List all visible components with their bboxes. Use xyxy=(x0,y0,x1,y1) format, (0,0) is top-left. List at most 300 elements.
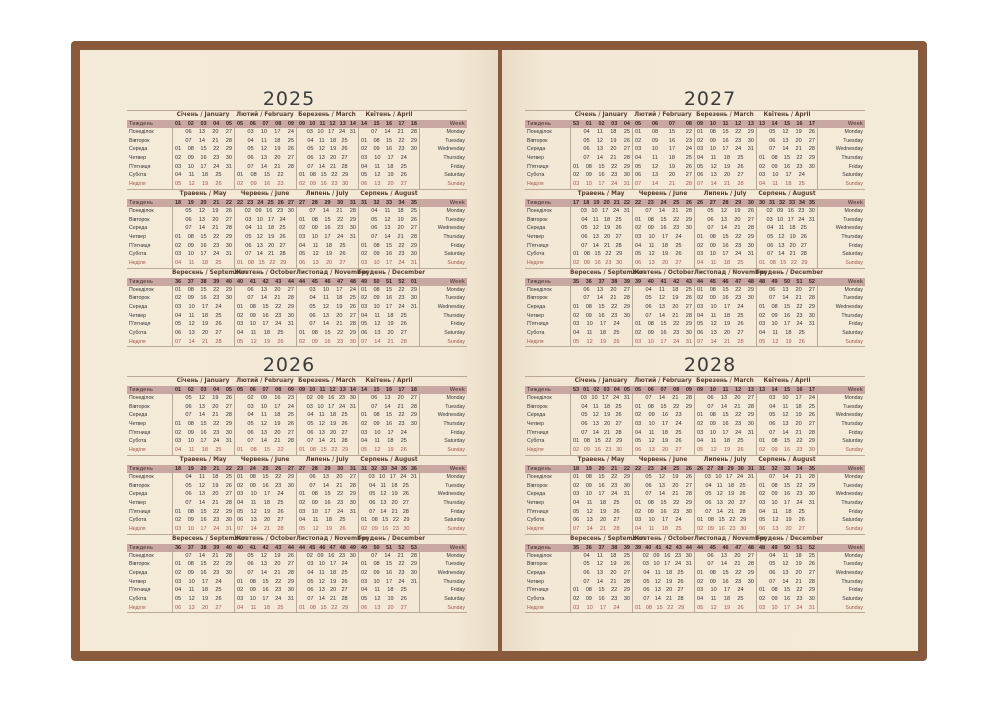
day-number xyxy=(414,338,417,347)
week-number: 19 xyxy=(187,199,194,206)
day-number xyxy=(627,250,630,259)
month-days xyxy=(570,199,632,268)
month-name: Травень / May xyxy=(179,456,227,463)
weekday-en: Tuesday xyxy=(445,295,465,302)
spacer xyxy=(818,456,865,465)
day-row xyxy=(297,128,358,137)
day-number: 01 xyxy=(175,146,182,153)
day-row xyxy=(571,259,632,268)
day-number: 28 xyxy=(623,578,630,585)
day-number xyxy=(353,154,356,163)
day-number: 09 xyxy=(249,312,256,319)
month-name: Грудень / December xyxy=(756,269,824,276)
day-number: 22 xyxy=(673,499,680,506)
day-row xyxy=(173,154,234,163)
day-row xyxy=(235,595,296,604)
day-number: 17 xyxy=(328,129,335,135)
day-row xyxy=(359,508,419,517)
day-number: 03 xyxy=(635,338,642,345)
week-number: 12 xyxy=(329,387,336,393)
day-number: 07 xyxy=(185,552,192,559)
day-number: 13 xyxy=(256,242,263,249)
day-number: 25 xyxy=(277,604,284,611)
weekday-ua: Четвер xyxy=(129,499,147,506)
day-number: 12 xyxy=(318,146,325,153)
day-number: 30 xyxy=(623,312,630,319)
day-row xyxy=(571,569,632,578)
day-number: 02 xyxy=(635,137,642,144)
day-row xyxy=(235,578,296,587)
day-number: 06 xyxy=(361,604,368,611)
day-number: 02 xyxy=(697,578,704,585)
day-number: 17 xyxy=(723,304,731,310)
day-number: 27 xyxy=(808,137,815,144)
day-number xyxy=(759,216,762,225)
day-number: 26 xyxy=(615,412,622,419)
day-number: 11 xyxy=(648,525,655,532)
day-number: 03 xyxy=(635,146,642,153)
weekday-ua: Середа xyxy=(527,304,546,310)
day-number: 19 xyxy=(723,604,731,611)
day-number: 08 xyxy=(709,570,716,576)
week-number: 01 xyxy=(585,121,592,127)
day-number: 24 xyxy=(279,216,286,223)
week-number: 47 xyxy=(735,544,742,551)
day-number: 14 xyxy=(654,596,661,603)
spacer xyxy=(525,190,570,199)
day-number: 01 xyxy=(635,321,642,328)
day-number: 28 xyxy=(615,242,622,249)
day-number: 26 xyxy=(613,338,620,345)
week-number: 29 xyxy=(324,465,331,472)
day-number: 17 xyxy=(787,216,794,223)
day-row xyxy=(173,320,234,329)
day-number: 29 xyxy=(349,330,356,337)
day-number: 31 xyxy=(287,596,294,603)
weekday-en: Wednesday xyxy=(437,570,465,576)
day-row xyxy=(571,137,632,146)
day-row xyxy=(757,154,817,163)
day-number: 31 xyxy=(747,251,754,258)
day-number: 05 xyxy=(645,295,652,302)
day-number: 22 xyxy=(611,163,618,170)
day-number xyxy=(361,207,364,216)
day-number: 30 xyxy=(747,295,754,302)
week-number: 33 xyxy=(380,465,388,472)
day-number: 31 xyxy=(808,499,815,506)
day-number: 27 xyxy=(737,330,744,337)
day-row xyxy=(571,242,632,251)
day-number: 26 xyxy=(808,561,815,568)
day-number: 31 xyxy=(808,604,815,611)
month-name: Лютий / February xyxy=(634,112,692,118)
weekday-names-en xyxy=(420,286,467,347)
day-row xyxy=(359,224,419,233)
day-row xyxy=(633,482,694,491)
day-number: 13 xyxy=(720,552,728,559)
day-number: 13 xyxy=(318,429,325,436)
day-number: 07 xyxy=(769,146,776,153)
day-row xyxy=(297,394,358,403)
day-number: 13 xyxy=(322,473,330,480)
day-number: 11 xyxy=(318,137,325,144)
day-number: 08 xyxy=(709,233,716,240)
day-number: 17 xyxy=(668,146,676,153)
weekday-ua: Вівторок xyxy=(129,482,150,489)
weekday-ua: П'ятниця xyxy=(129,429,151,436)
day-number: 30 xyxy=(349,552,356,559)
day-number xyxy=(299,482,302,491)
day-number: 08 xyxy=(583,251,590,258)
day-number: 21 xyxy=(274,163,281,170)
right-page xyxy=(502,50,918,651)
week-number: 21 xyxy=(213,199,220,206)
day-number: 01 xyxy=(697,233,704,240)
day-number: 29 xyxy=(225,233,232,240)
day-number: 30 xyxy=(616,259,623,266)
month-name: Січень / January xyxy=(176,378,230,384)
day-number: 22 xyxy=(667,604,674,611)
day-number: 18 xyxy=(599,330,606,337)
week-number: 43 xyxy=(685,278,692,285)
day-number: 20 xyxy=(604,421,611,428)
day-number: 17 xyxy=(599,604,607,611)
day-number xyxy=(353,145,356,154)
day-number: 15 xyxy=(200,561,207,568)
day-number: 03 xyxy=(361,304,368,310)
day-number: 28 xyxy=(737,338,744,345)
day-number xyxy=(361,394,364,403)
day-number: 21 xyxy=(263,525,271,532)
week-number: 39 xyxy=(213,544,220,551)
day-number: 14 xyxy=(716,508,723,515)
day-number: 18 xyxy=(795,552,802,559)
day-number: 31 xyxy=(225,163,232,170)
day-number: 12 xyxy=(710,604,717,611)
day-number xyxy=(291,446,294,455)
day-number: 04 xyxy=(769,403,776,410)
day-number: 21 xyxy=(795,578,802,585)
day-number: 28 xyxy=(215,338,222,345)
weekday-en: Friday xyxy=(848,587,863,594)
day-number xyxy=(635,312,638,321)
day-number: 07 xyxy=(769,578,776,585)
day-number: 11 xyxy=(654,570,661,576)
day-number: 28 xyxy=(410,403,417,410)
day-number xyxy=(689,446,692,455)
day-number: 03 xyxy=(704,473,711,480)
day-row xyxy=(173,338,234,347)
day-number: 01 xyxy=(175,421,182,428)
day-number: 21 xyxy=(610,155,617,162)
day-number: 24 xyxy=(674,561,682,568)
day-number: 10 xyxy=(374,429,381,436)
day-number: 16 xyxy=(660,225,667,232)
week-numbers xyxy=(297,199,358,207)
day-number: 03 xyxy=(580,207,587,214)
day-number: 19 xyxy=(795,129,802,135)
weekday-ua: Неділя xyxy=(129,525,146,532)
day-number: 28 xyxy=(410,129,417,135)
day-number: 27 xyxy=(400,181,407,188)
month-days xyxy=(632,465,694,534)
day-number xyxy=(175,482,178,491)
week-number: 01 xyxy=(175,121,182,127)
day-row xyxy=(173,303,234,312)
week-number: 31 xyxy=(349,465,356,472)
day-number xyxy=(635,490,638,499)
weekday-ua: Субота xyxy=(129,172,147,179)
day-number: 14 xyxy=(260,438,268,445)
day-row xyxy=(633,604,694,613)
week-number: 46 xyxy=(324,278,331,285)
day-number: 03 xyxy=(237,321,244,328)
month-days xyxy=(756,199,818,268)
day-number: 07 xyxy=(697,181,704,188)
month-name: Жовтень / October xyxy=(632,535,694,542)
day-number xyxy=(697,473,700,482)
day-number: 26 xyxy=(341,578,348,585)
day-number: 04 xyxy=(185,473,192,480)
day-number: 18 xyxy=(212,473,219,480)
day-number: 16 xyxy=(598,596,605,603)
day-number xyxy=(299,560,302,569)
day-number: 21 xyxy=(274,438,281,445)
day-row xyxy=(173,171,234,180)
day-row xyxy=(757,525,817,534)
day-number: 23 xyxy=(275,312,282,319)
day-row xyxy=(571,525,632,534)
day-number xyxy=(299,595,302,604)
week-number: 05 xyxy=(225,387,232,393)
day-number: 09 xyxy=(317,552,324,559)
day-row xyxy=(235,560,296,569)
day-number xyxy=(299,586,302,595)
day-number xyxy=(229,171,232,180)
day-number: 12 xyxy=(782,412,789,419)
day-number xyxy=(361,508,364,517)
day-number: 10 xyxy=(373,259,380,266)
day-number xyxy=(361,552,364,561)
day-number: 30 xyxy=(225,429,232,436)
day-number: 28 xyxy=(808,578,815,585)
day-number: 08 xyxy=(709,412,716,419)
week-numbers xyxy=(235,465,296,473)
day-number: 26 xyxy=(685,473,692,480)
day-row xyxy=(297,137,358,146)
day-row xyxy=(173,516,234,525)
day-number xyxy=(291,259,294,268)
day-number: 24 xyxy=(675,517,682,524)
day-row xyxy=(297,259,358,268)
day-number: 16 xyxy=(324,225,331,232)
day-row xyxy=(571,303,632,312)
day-number: 12 xyxy=(658,295,666,302)
day-row xyxy=(297,250,358,259)
day-number: 12 xyxy=(651,163,659,170)
day-number: 12 xyxy=(782,129,789,135)
weekday-en: Saturday xyxy=(842,438,863,445)
day-number: 14 xyxy=(318,438,325,445)
month-days xyxy=(756,465,818,534)
day-number: 21 xyxy=(330,438,337,445)
week-label-ua: Тиждень xyxy=(127,544,172,552)
day-number xyxy=(689,250,692,259)
day-number: 19 xyxy=(387,321,394,328)
day-number: 25 xyxy=(800,225,807,232)
week-number: 05 xyxy=(623,387,630,393)
day-number: 06 xyxy=(361,181,368,188)
week-label-ua: Тиждень xyxy=(525,544,570,552)
week-number: 32 xyxy=(370,465,378,472)
weekday-ua: Середа xyxy=(527,146,546,153)
week-number: 44 xyxy=(299,278,306,285)
day-row xyxy=(695,242,756,251)
day-number: 27 xyxy=(737,172,744,179)
day-row xyxy=(359,338,419,347)
day-number: 27 xyxy=(685,304,692,310)
day-row xyxy=(173,242,234,251)
weekday-ua: П'ятниця xyxy=(129,242,151,249)
day-number: 18 xyxy=(391,482,398,489)
weekday-en: Monday xyxy=(446,552,465,559)
day-number: 01 xyxy=(237,304,244,310)
day-number: 25 xyxy=(341,412,348,419)
day-row xyxy=(235,552,296,561)
day-row xyxy=(571,429,632,438)
day-number xyxy=(697,508,700,517)
day-number: 01 xyxy=(299,447,306,454)
day-row xyxy=(571,128,632,137)
day-row xyxy=(633,516,694,525)
day-number: 01 xyxy=(175,286,182,293)
day-row xyxy=(359,411,419,420)
week-number: 01 xyxy=(410,278,417,285)
right-label-column xyxy=(818,120,865,189)
day-number: 31 xyxy=(747,429,754,436)
day-row xyxy=(173,312,234,321)
week-number: 38 xyxy=(200,544,207,551)
day-number: 01 xyxy=(697,570,704,576)
month-days xyxy=(358,465,420,534)
day-number: 24 xyxy=(796,604,803,611)
day-number: 23 xyxy=(277,181,284,188)
day-number: 14 xyxy=(260,295,268,302)
day-number: 19 xyxy=(212,395,219,401)
quarter-band xyxy=(525,190,865,269)
day-number: 01 xyxy=(237,473,244,480)
day-number: 26 xyxy=(410,216,417,223)
day-number: 18 xyxy=(785,181,792,188)
day-number xyxy=(751,163,754,172)
day-number: 27 xyxy=(808,286,815,293)
day-number xyxy=(175,207,178,216)
day-number: 26 xyxy=(737,163,744,170)
day-number: 14 xyxy=(651,181,659,188)
day-number: 16 xyxy=(787,207,794,214)
day-row xyxy=(695,137,756,146)
week-number: 33 xyxy=(788,199,796,206)
day-number xyxy=(759,242,762,251)
day-number xyxy=(627,516,630,525)
day-number: 02 xyxy=(697,525,704,532)
year-title: 2026 xyxy=(262,354,316,376)
day-row xyxy=(695,437,756,446)
week-number: 43 xyxy=(675,544,682,551)
day-number: 24 xyxy=(735,429,742,436)
day-number: 28 xyxy=(685,312,692,319)
day-number: 06 xyxy=(185,403,192,410)
day-number: 01 xyxy=(759,587,766,594)
left-label-column xyxy=(127,120,172,189)
day-number: 18 xyxy=(668,155,675,162)
weekday-ua: Вівторок xyxy=(129,137,150,144)
day-number: 01 xyxy=(635,604,642,611)
week-label-en: Week xyxy=(420,278,467,286)
day-row xyxy=(297,499,358,508)
day-number: 27 xyxy=(349,473,356,480)
day-number: 18 xyxy=(661,242,668,249)
day-number: 24 xyxy=(277,491,284,498)
weekday-en: Saturday xyxy=(842,596,863,603)
day-number: 28 xyxy=(349,321,356,328)
day-number: 30 xyxy=(685,508,692,515)
weekday-en: Monday xyxy=(446,286,465,293)
day-row xyxy=(297,604,358,613)
day-number: 05 xyxy=(175,321,182,328)
day-number: 29 xyxy=(410,412,417,419)
day-number: 30 xyxy=(808,491,815,498)
weekday-en: Wednesday xyxy=(835,491,863,498)
day-number: 01 xyxy=(573,438,580,445)
day-number: 01 xyxy=(573,251,580,258)
day-number: 21 xyxy=(789,251,796,258)
day-number: 27 xyxy=(808,421,815,428)
day-number xyxy=(689,233,692,242)
week-number: 35 xyxy=(573,544,580,551)
day-number: 12 xyxy=(256,233,263,240)
day-number: 24 xyxy=(338,403,346,410)
day-number: 05 xyxy=(361,321,368,328)
day-number: 13 xyxy=(720,216,728,223)
day-number: 20 xyxy=(201,604,209,611)
day-number: 22 xyxy=(735,129,742,135)
day-number: 02 xyxy=(759,596,766,603)
day-number: 31 xyxy=(747,473,754,480)
weekday-en: Tuesday xyxy=(445,482,465,489)
day-number: 04 xyxy=(307,137,314,144)
day-number xyxy=(414,525,417,534)
day-number: 12 xyxy=(318,578,325,585)
day-number: 20 xyxy=(263,517,271,524)
day-number: 19 xyxy=(723,321,731,328)
day-row xyxy=(173,128,234,137)
weekday-en: Thursday xyxy=(443,421,465,428)
weekday-ua: Вівторок xyxy=(129,216,150,223)
day-number: 06 xyxy=(643,587,650,594)
day-number: 14 xyxy=(322,207,330,214)
day-number: 06 xyxy=(247,429,254,436)
day-number: 18 xyxy=(723,259,730,266)
day-number: 16 xyxy=(324,499,331,506)
week-number: 21 xyxy=(613,199,620,206)
day-row xyxy=(235,403,296,412)
day-row xyxy=(633,499,694,508)
month-days xyxy=(172,199,234,268)
day-number: 18 xyxy=(201,587,208,594)
day-number: 05 xyxy=(175,181,182,188)
day-row xyxy=(359,233,419,242)
